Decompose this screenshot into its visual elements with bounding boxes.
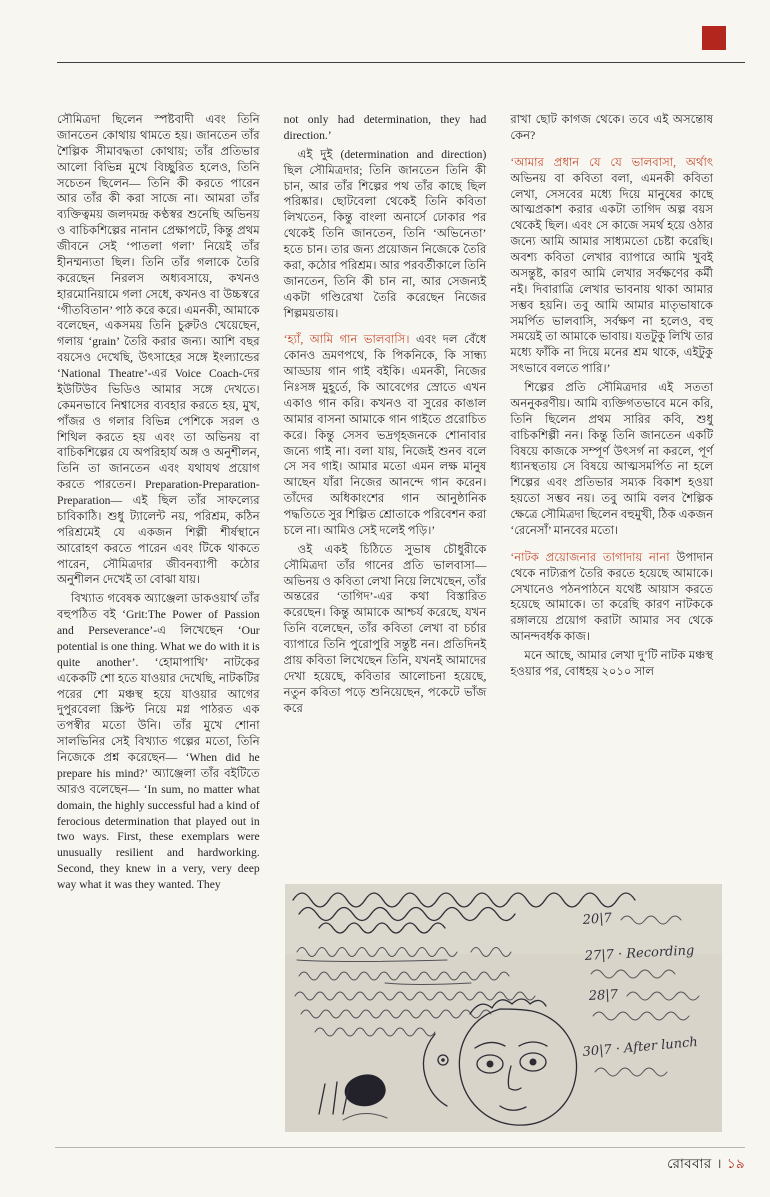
paragraph [510,155,713,377]
brand-red-square [702,26,726,50]
paragraph [284,112,487,144]
paragraph [510,112,713,144]
paragraph-text: এই দুই (determination and direction) ছিল সৌমিত্রদার; তিনি জানতেন তিনি কী চান, আর তাঁর শিল্পের পথ তাঁর কাছে ছিল পরিষ্কার। ছোটবেলা থেকেই তিনি কবিতা লিখতেন, কিন্তু বাংলা অনার্সে ঢোকার পর থেকেই তিনি জানতেন, তিনি ‘অভিনেতা’ হতে চান। তার জন্য প্রয়োজন নিজেকে তৈরি করা, কঠোর পরিশ্রম। আর পরবর্তীকালে তিনি জানতেন, তিনি কী চান না, আর সেজন্যই একটা গণ্ডিরেখা তৈরি করেছেন নিজের শিল্পময়তায়। [283,147,487,320]
paragraph-text: উপাদান থেকে নাট্যরূপ তৈরি করতে হয়েছে আমাকে। সেখানেও পঠনপাঠনে যথেষ্ট আয়াস করতে হয়েছে আমাকে। তা করেছি কারণ নাটককে রঙ্গালয়ে প্রয়োগ করাটা আমার সব থেকে আনন্দবর্ধক কাজ। [510,550,714,644]
paragraph-text: not only had determination, they had direction.’ [283,113,487,142]
column-3 [510,112,713,893]
quote-lead: ‘হ্যাঁ, আমি গান ভালবাসি। [283,333,410,347]
sketch-note: 30|7 · After lunch [582,1034,699,1060]
magazine-name: রোববার [667,1156,712,1171]
paragraph-text: বিখ্যাত গবেষক অ্যাঞ্জেলা ডাকওয়ার্থ তাঁর বহুপঠিত বই ‘Grit:The Power of Passion and Perseverance’-এ লিখেছেন ‘Our potential is one thing. What we do with it is quite another’. ‘হোমাপাখি’ নাটকের একেকটি শো হতে যাওয়ার দেখেছি, নাটকটির পরের শো মঞ্চস্থ হয়ে যাওয়ার আগের দুপুরবেলা স্ক্রিপ্ট নিয়ে মগ্ন পাঠরত এক তপস্বীর মতো উনি। তাঁর মুখে শোনা সালভিনির সেই বিখ্যাত গল্পের মতো, তিনি নিজেকে প্রশ্ন করেছেন— ‘When did he prepare his mind?’ অ্যাঞ্জেলা তাঁর বইটিতে আরও বলেছেন— ‘In sum, no matter what domain, the highly successful had a kind of ferocious determination that played out in two ways. First, these exemplars were unusually resilient and hardworking. Second, they knew in a very, very deep way what it was they wanted. They [57,592,260,891]
paragraph [57,112,260,588]
article-columns [57,112,713,893]
paragraph-text: মনে আছে, আমার লেখা দু’টি নাটক মঞ্চস্থ হওয়ার পর, বোধহয় ২০১০ সাল [510,649,714,678]
paragraph-text: সৌমিত্রদা ছিলেন স্পষ্টবাদী এবং তিনি জানতেন কোথায় থামতে হয়। জানতেন তাঁর শৈল্পিক সীমাবদ্ধতা কোথায়; তাঁর প্রতিভার আলো বিভিন্ন মুখে বিচ্ছুরিত হলেও, তিনি সচেতন ছিলেন— তিনি কী করতে পারেন আর তাঁর কী করা সাজে না। আমরা তাঁর ব্যক্তিত্বময় জলদমন্দ্র কণ্ঠস্বর শুনেছি অভিনয় ও বাচিকশিল্পের নানান প্রেক্ষাপটে, কিন্তু প্রথম জীবনে সেই ‘পাতলা গলা’ নিয়েই তাঁর হীনম্মন্যতা ছিল। তিনি তাঁর গলাকে তৈরি করেছেন নিরলস অধ্যবসায়ে, কখনও হারমোনিয়ামে গলা সেধে, কখনও বা উচ্চস্বরে ‘গীতবিতান’ পাঠ করে করে। এমনকী, আমাকে বলেছেন, একসময় তিনি চুরুটও খেয়েছেন, গলায় ‘grain’ তৈরি করার জন্য। আশি বছর বয়সেও দেখেছি, উৎসাহের সঙ্গে ইংল্যান্ডের ‘National Theatre’-এর Voice Coach-দের ইউটিউব ভিডিও আমার সঙ্গে দেখতে। কেমনভাবে নিশ্বাসের ব্যবহার করতে হয়, মুখ, পাঁজর ও গলার বিভিন্ন পেশিকে সরল ও শিথিল করতে হয় এবং তা অভিনয় বা বাচিকশিল্পের যে অপরিহার্য অঙ্গ ও অনুশীলন, তিনি তা জানতেন এবং যথাযথ প্রয়োগ করতে পারতেন। Preparation-Preparation-Preparation— এই ছিল তাঁর সাফল্যের চাবিকাঠি। শুধু ট্যালেন্ট নয়, পরিশ্রম, কঠিন পরিশ্রমেই যে একজন শিল্পী শীর্ষস্থানে আরোহণ করতে পারেন এবং টিকে থাকতে পারেন, সৌমিত্রদার জীবনব্যাপী কঠোর অনুশীলন দেখেই তা বোঝা যায়। [57,113,260,587]
top-rule [57,62,745,63]
paragraph [57,591,260,893]
paragraph [284,147,487,322]
paragraph-text: ওই একই চিঠিতে সুভাষ চৌধুরীকে সৌমিত্রদা তাঁর গানের প্রতি ভালবাসা— অভিনয় ও কবিতা লেখা নিয়ে লিখেছেন, তাঁর অন্তরের ‘তাগিদ’-এর কথা বিস্তারিত করেছেন। কিন্তু আমাকে আশ্চর্য করেছে, যখন তিনি বলেছেন, তাঁর কবিতা লেখা বা চর্চার ব্যাপারে তিনি পুরোপুরি সন্তুষ্ট নন। প্রতিদিনই প্রায় কবিতা লিখেছেন তিনি, যখনই আমাদের দেখা হয়েছে, কবিতার আলোচনা হয়েছে, নতুন কবিতা পড়ে শুনিয়েছেন, পকেটে ভাঁজ করে [283,542,487,715]
paragraph-text: শিল্পের প্রতি সৌমিত্রদার এই সততা অননুকরণীয়। আমি ব্যক্তিগতভাবে মনে করি, তিনি ছিলেন প্রথম সারির কবি, শুধু বাচিকশিল্পী নন। কিন্তু তিনি জানতেন একটি বিষয়ে কাজকে সম্পূর্ণ উৎসর্গ না করলে, পূর্ণ ধ্যানস্থতায় সে বিষয়ে আত্মসমর্পিত না হলে শিল্পের এবং প্রতিভার সম্যক বিকাশ হওয়া হয়তো সম্ভব নয়। তবু আমি বলব শৈল্পিক ক্ষেত্রে সৌমিত্রদা ছিলেন বহুমুখী, ঠিক একজন ‘রেনেসাঁ’ মানবের মতো। [510,381,714,537]
paragraph-text: রাখা ছোট কাগজ থেকে। তবে এই অসন্তোষ কেন? [510,113,714,142]
sketch-note: 27|7 · Recording [584,943,695,964]
sketch-note: 28|7 [588,987,619,1004]
footer [667,1153,745,1176]
sketch-note: 20|7 [582,910,613,928]
handwritten-sketch [285,884,722,1132]
page-number: ১৯ [726,1156,745,1171]
paragraph-text: এবং দল বেঁধে কোনও ভ্রমণপথে, কি পিকনিকে, কি সান্ধ্য আড্ডায় গান গাই বইকি। এমনকী, নিজের নিঃসঙ্গ মুহূর্তে, কি আবেগের স্রোতে এখন একাও গান করি। কখনও বা সুরের কাঙাল আমার বাসনা আমাকে গান গাইতে প্ররোচিত করে। কিন্তু সেসব ভদ্রগৃহজনকে শোনাবার জন্যে গাই না। বলা যায়, নিজেই শুনব বলে সে সব গাই। আমার মতো এমন লক্ষ মানুষ আছেন যাঁরা নিজের আনন্দে গান করেন। তাঁদের অধিকাংশের গান আনুষ্ঠানিক পদ্ধতিতে সুর শিল্পিত শ্রোতাকে পরিবেশন করা চলে না। আমিও সেই দলেই পড়ি।’ [283,333,487,537]
paragraph [284,542,487,717]
paragraph [510,380,713,539]
paragraph-text: অভিনয় বা কবিতা বলা, এমনকী কবিতা লেখা, সেসবের মধ্যে দিয়ে মানুষের কাছে আত্মপ্রকাশ করার একটা তাগিদ অল্প বয়স থেকেই ছিল। এবং সে কাজে সমর্থ হয়ে ওঠার জন্যে আমি আমার সাধ্যমতো চেষ্টা করেছি। অবশ্য কবিতা লেখার ব্যাপারে আমি খুবই অসন্তুষ্ট, কারণ আমি লেখার সর্বক্ষণের কর্মী নই। দিবারাত্রি লেখার ভাবনায় থাকা আমার সম্ভব হয়নি। তবু আমি আমার মাতৃভাষাকে সমর্পিত ভালবাসি, সর্বক্ষণ না হলেও, বহু সময়েই তা আমাকে ভাবায়। যতটুকু লিখি তার মধ্যে ফাঁকি না দিয়ে মনের শ্রম থাকে, এইটুকু সৎভাবে বলতে পারি।’ [510,171,714,376]
quote-lead: ‘আমার প্রধান যে যে ভালবাসা, অর্থাৎ [510,155,714,169]
column-1 [57,112,260,893]
footer-rule [55,1147,745,1148]
handwritten-sketch-image [285,884,722,1132]
column-2 [284,112,487,893]
paragraph [510,550,713,645]
footer-separator: । [716,1156,722,1171]
paragraph [510,648,713,680]
paragraph [284,332,487,538]
quote-lead: ‘নাটক প্রয়োজনার তাগাদায় নানা [510,550,670,564]
